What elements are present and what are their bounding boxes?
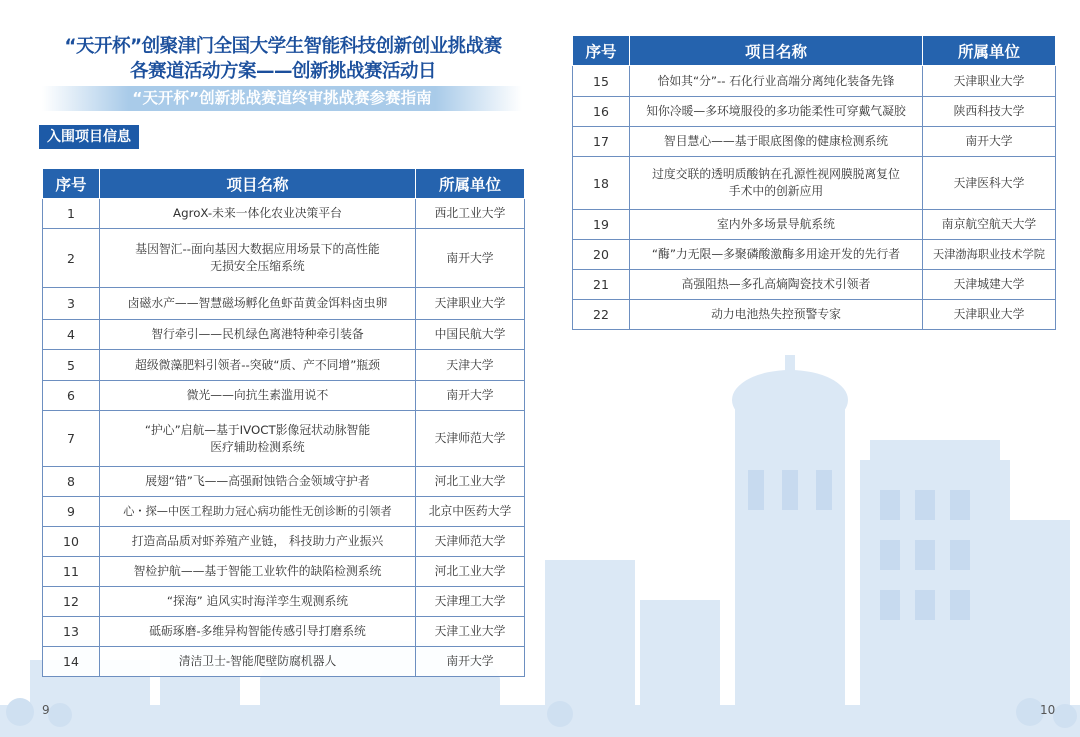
row-no: 22	[573, 300, 630, 330]
right-project-table	[572, 35, 1056, 330]
page-number-right: 10	[1040, 703, 1056, 717]
row-name: AgroX-未来一体化农业决策平台	[100, 199, 416, 229]
row-name: 打造高品质对虾养殖产业链， 科技助力产业振兴	[100, 527, 416, 557]
table-row	[43, 647, 525, 677]
row-unit: 北京中医药大学	[416, 497, 525, 527]
row-unit: 天津职业大学	[923, 300, 1056, 330]
table-row	[43, 557, 525, 587]
title-block	[36, 34, 530, 84]
row-no: 2	[43, 229, 100, 288]
row-unit: 南京航空航天大学	[923, 210, 1056, 240]
row-no: 21	[573, 270, 630, 300]
row-no: 16	[573, 97, 630, 127]
table-header-row	[573, 36, 1056, 66]
row-no: 3	[43, 288, 100, 320]
row-name: 微光——向抗生素滥用说不	[100, 381, 416, 411]
row-name: “护心”启航—基于IVOCT影像冠状动脉智能 医疗辅助检测系统	[100, 411, 416, 467]
table-row	[573, 157, 1056, 210]
table-row	[43, 199, 525, 229]
row-no: 12	[43, 587, 100, 617]
main-title-line1: “天开杯”创聚津门全国大学生智能科技创新创业挑战赛	[64, 36, 502, 57]
table-row	[573, 240, 1056, 270]
row-no: 10	[43, 527, 100, 557]
row-name: 恰如其“分”-- 石化行业高端分离纯化装备先锋	[630, 66, 923, 97]
table-row	[43, 288, 525, 320]
row-no: 1	[43, 199, 100, 229]
row-unit: 天津职业大学	[416, 288, 525, 320]
table-row	[43, 320, 525, 350]
row-name: 心・探—中医工程助力冠心病功能性无创诊断的引领者	[100, 497, 416, 527]
row-unit: 河北工业大学	[416, 467, 525, 497]
row-no: 6	[43, 381, 100, 411]
row-name: 过度交联的透明质酸钠在孔源性视网膜脱离复位 手术中的创新应用	[630, 157, 923, 210]
row-name: 动力电池热失控预警专家	[630, 300, 923, 330]
row-name: 室内外多场景导航系统	[630, 210, 923, 240]
row-unit: 天津大学	[416, 350, 525, 381]
table-row	[43, 587, 525, 617]
row-name: 智目慧心——基于眼底图像的健康检测系统	[630, 127, 923, 157]
left-project-table	[42, 168, 525, 677]
table-row	[43, 350, 525, 381]
table-row	[43, 411, 525, 467]
row-unit: 陕西科技大学	[923, 97, 1056, 127]
header-name: 项目名称	[100, 169, 416, 199]
row-name: 基因智汇--面向基因大数据应用场景下的高性能 无损安全压缩系统	[100, 229, 416, 288]
row-name: 智检护航——基于智能工业软件的缺陷检测系统	[100, 557, 416, 587]
page-number-left: 9	[42, 703, 50, 717]
row-no: 18	[573, 157, 630, 210]
row-no: 9	[43, 497, 100, 527]
table-row	[43, 527, 525, 557]
header-no: 序号	[573, 36, 630, 66]
row-name: “酶”力无限—多聚磷酸激酶多用途开发的先行者	[630, 240, 923, 270]
row-name: “探海” 追风实时海洋孪生观测系统	[100, 587, 416, 617]
main-title-line2: 各赛道活动方案——创新挑战赛活动日	[129, 61, 436, 82]
table-row	[43, 467, 525, 497]
table-row	[573, 300, 1056, 330]
table-row	[573, 127, 1056, 157]
row-no: 4	[43, 320, 100, 350]
row-no: 11	[43, 557, 100, 587]
row-unit: 南开大学	[416, 381, 525, 411]
row-unit: 天津师范大学	[416, 411, 525, 467]
row-no: 13	[43, 617, 100, 647]
row-unit: 南开大学	[923, 127, 1056, 157]
row-unit: 天津医科大学	[923, 157, 1056, 210]
row-unit: 天津工业大学	[416, 617, 525, 647]
table-row	[573, 66, 1056, 97]
row-no: 7	[43, 411, 100, 467]
row-name: 清洁卫士-智能爬壁防腐机器人	[100, 647, 416, 677]
row-no: 5	[43, 350, 100, 381]
row-name: 砥砺琢磨-多维异构智能传感引导打磨系统	[100, 617, 416, 647]
row-unit: 南开大学	[416, 229, 525, 288]
row-unit: 天津理工大学	[416, 587, 525, 617]
row-name: 卤磁水产——智慧磁场孵化鱼虾苗黄金饵料卤虫卵	[100, 288, 416, 320]
header-unit: 所属单位	[416, 169, 525, 199]
row-no: 8	[43, 467, 100, 497]
table-row	[43, 497, 525, 527]
table-row	[573, 270, 1056, 300]
row-unit: 河北工业大学	[416, 557, 525, 587]
row-unit: 中国民航大学	[416, 320, 525, 350]
header-unit: 所属单位	[923, 36, 1056, 66]
table-row	[43, 381, 525, 411]
row-name: 超级微藻肥料引领者--突破“质、产不同增”瓶颈	[100, 350, 416, 381]
table-row	[43, 617, 525, 647]
header-no: 序号	[43, 169, 100, 199]
row-name: 展翅“错”飞——高强耐蚀锆合金领域守护者	[100, 467, 416, 497]
table-row	[573, 97, 1056, 127]
subtitle-banner: “天开杯”创新挑战赛道终审挑战赛参赛指南	[42, 86, 522, 111]
row-no: 17	[573, 127, 630, 157]
header-name: 项目名称	[630, 36, 923, 66]
table-header-row	[43, 169, 525, 199]
section-label: 入围项目信息	[39, 125, 139, 149]
table-row	[43, 229, 525, 288]
row-no: 15	[573, 66, 630, 97]
row-name: 知你冷暖—多环境服役的多功能柔性可穿戴气凝胶	[630, 97, 923, 127]
row-no: 14	[43, 647, 100, 677]
row-unit: 天津职业大学	[923, 66, 1056, 97]
row-unit: 天津城建大学	[923, 270, 1056, 300]
row-name: 高强阻热—多孔高熵陶瓷技术引领者	[630, 270, 923, 300]
row-name: 智行牵引——民机绿色离港特种牵引装备	[100, 320, 416, 350]
table-row	[573, 210, 1056, 240]
row-unit: 南开大学	[416, 647, 525, 677]
row-no: 19	[573, 210, 630, 240]
row-unit: 天津师范大学	[416, 527, 525, 557]
row-unit: 西北工业大学	[416, 199, 525, 229]
row-unit: 天津渤海职业技术学院	[923, 240, 1056, 270]
row-no: 20	[573, 240, 630, 270]
